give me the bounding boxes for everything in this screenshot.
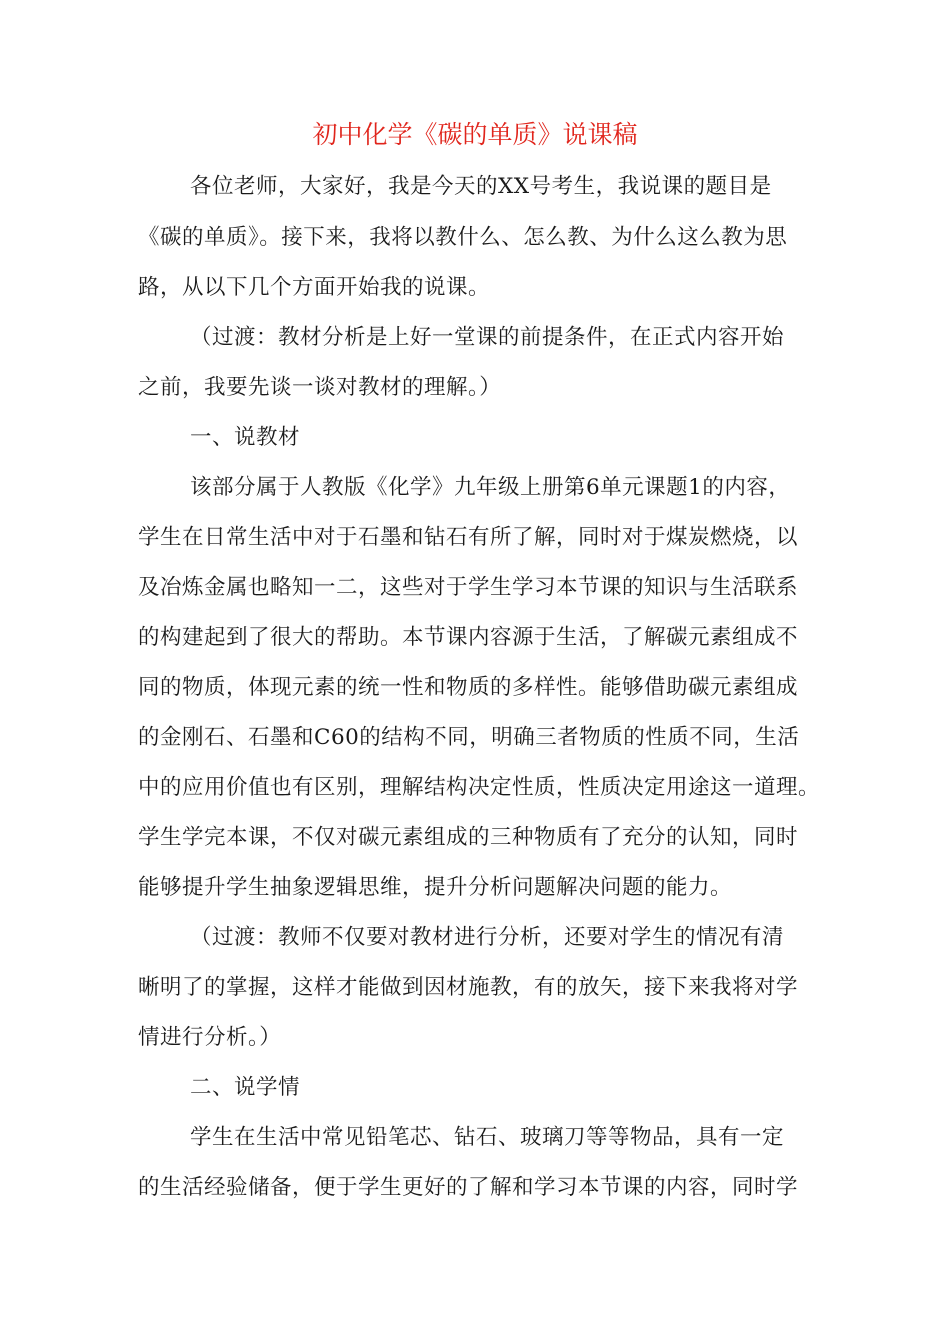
paragraph-line: 的构建起到了很大的帮助。本节课内容源于生活，了解碳元素组成不 [138, 625, 799, 650]
paragraph-line: 《碳的单质》。接下来，我将以教什么、怎么教、为什么这么教为思 [138, 225, 788, 250]
section-heading: 一、说教材 [190, 425, 301, 450]
paragraph-line: 学生在日常生活中对于石墨和钻石有所了解，同时对于煤炭燃烧，以 [138, 525, 799, 550]
paragraph-line: 中的应用价值也有区别，理解结构决定性质，性质决定用途这一道理。 [138, 775, 821, 800]
paragraph-line: 的金刚石、石墨和C60的结构不同，明确三者物质的性质不同，生活 [138, 725, 800, 750]
paragraph-line: （过渡：教材分析是上好一堂课的前提条件，在正式内容开始 [190, 325, 785, 350]
paragraph-line: 学生在生活中常见铅笔芯、钻石、玻璃刀等等物品，具有一定 [190, 1125, 785, 1150]
paragraph-line: 之前，我要先谈一谈对教材的理解。） [138, 375, 502, 400]
paragraph-line: （过渡：教师不仅要对教材进行分析，还要对学生的情况有清 [190, 925, 785, 950]
paragraph-line: 该部分属于人教版《化学》九年级上册第6单元课题1的内容， [190, 475, 791, 500]
document-title: 初中化学《碳的单质》说课稿 [312, 120, 638, 149]
paragraph-line: 及冶炼金属也略知一二，这些对于学生学习本节课的知识与生活联系 [138, 575, 799, 600]
paragraph-line: 同的物质，体现元素的统一性和物质的多样性。能够借助碳元素组成 [138, 675, 799, 700]
section-heading: 二、说学情 [190, 1075, 301, 1100]
paragraph-line: 的生活经验储备，便于学生更好的了解和学习本节课的内容，同时学 [138, 1175, 799, 1200]
paragraph-line: 能够提升学生抽象逻辑思维，提升分析问题解决问题的能力。 [138, 875, 733, 900]
paragraph-line: 路，从以下几个方面开始我的说课。 [138, 275, 491, 300]
paragraph-line: 各位老师，大家好，我是今天的XX号考生，我说课的题目是 [190, 174, 772, 199]
paragraph-line: 学生学完本课，不仅对碳元素组成的三种物质有了充分的认知，同时 [138, 825, 799, 850]
paragraph-line: 晰明了的掌握，这样才能做到因材施教，有的放矢，接下来我将对学 [138, 975, 799, 1000]
paragraph-line: 情进行分析。） [138, 1025, 282, 1050]
